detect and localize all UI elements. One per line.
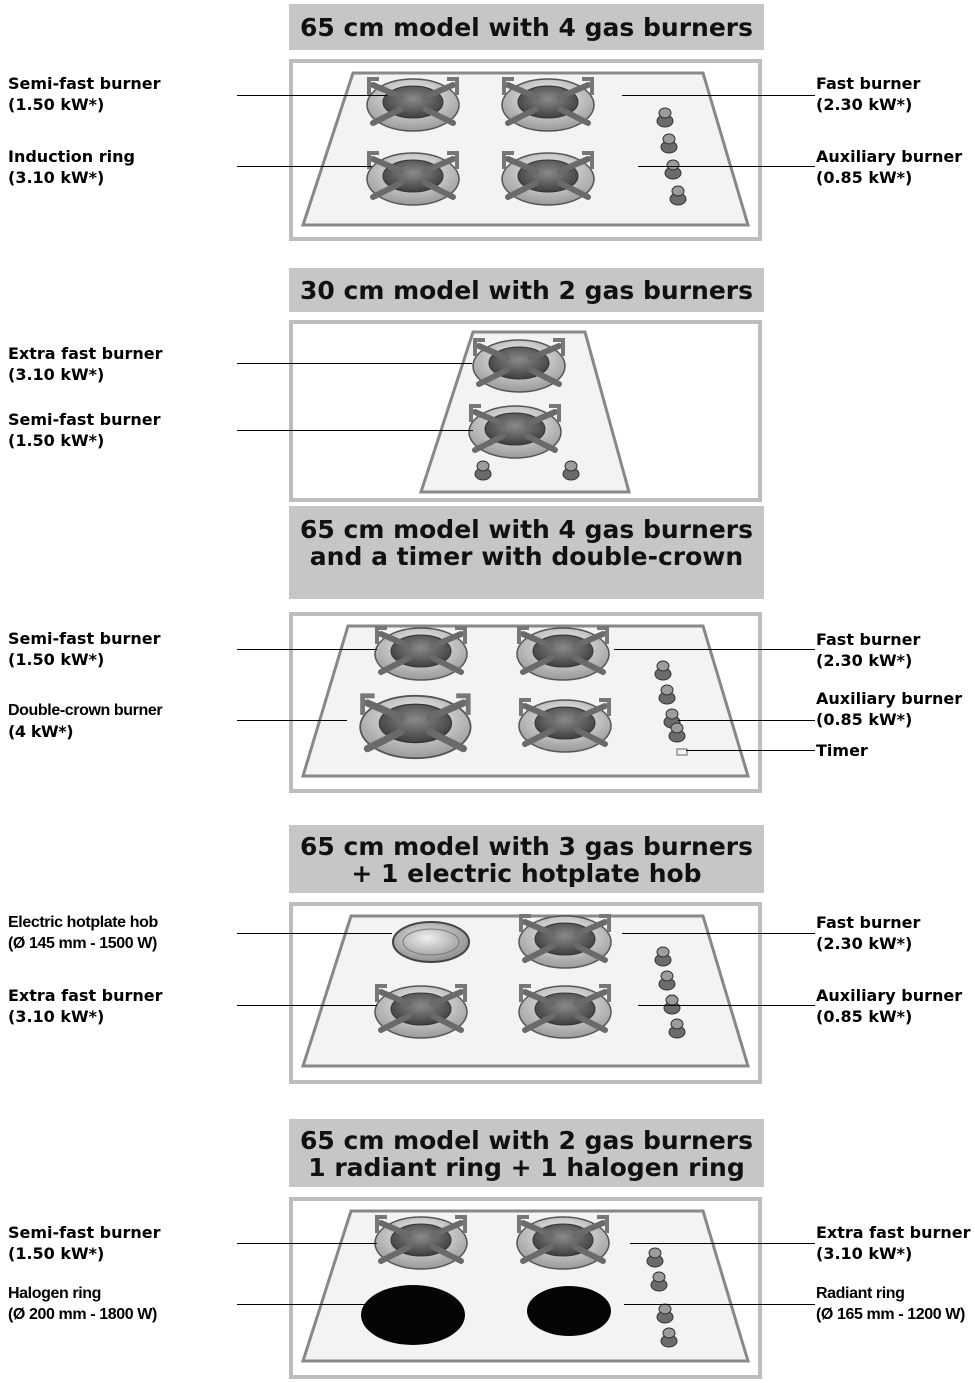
leader-line xyxy=(624,1304,815,1305)
hob-illustration xyxy=(289,320,762,502)
hob-illustration xyxy=(289,1197,762,1379)
label-auxiliary-burner: Auxiliary burner (0.85 kW*) xyxy=(816,147,963,187)
section-title: 65 cm model with 3 gas burners + 1 electric hotplate hob xyxy=(289,825,764,893)
leader-line xyxy=(237,166,372,167)
leader-line xyxy=(678,720,815,721)
section-title: 65 cm model with 4 gas burners and a timer with double-crown xyxy=(289,506,764,599)
leader-line xyxy=(630,1243,815,1244)
label-fast-burner: Fast burner (2.30 kW*) xyxy=(816,630,921,670)
leader-line xyxy=(237,95,387,96)
hob-drawing xyxy=(293,63,758,237)
hob-drawing xyxy=(293,616,758,789)
hob-drawing xyxy=(293,324,758,498)
leader-line xyxy=(638,166,815,167)
leader-line xyxy=(622,933,815,934)
leader-line xyxy=(614,649,815,650)
label-radiant-ring: Radiant ring (Ø 165 mm - 1200 W) xyxy=(816,1285,965,1323)
label-semi-fast-burner: Semi-fast burner (1.50 kW*) xyxy=(8,74,161,114)
label-double-crown-burner: Double-crown burner (4 kW*) xyxy=(8,702,163,741)
leader-line xyxy=(237,649,377,650)
label-halogen-ring: Halogen ring (Ø 200 mm - 1800 W) xyxy=(8,1285,157,1323)
label-auxiliary-burner: Auxiliary burner (0.85 kW*) xyxy=(816,689,963,729)
label-timer: Timer xyxy=(816,741,868,760)
label-semi-fast-burner: Semi-fast burner (1.50 kW*) xyxy=(8,1223,161,1263)
label-extra-fast-burner: Extra fast burner (3.10 kW*) xyxy=(8,986,163,1026)
label-auxiliary-burner: Auxiliary burner (0.85 kW*) xyxy=(816,986,963,1026)
label-semi-fast-burner: Semi-fast burner (1.50 kW*) xyxy=(8,410,161,450)
label-extra-fast-burner: Extra fast burner (3.10 kW*) xyxy=(8,344,163,384)
leader-line xyxy=(237,1243,377,1244)
section-title: 65 cm model with 2 gas burners 1 radiant ring + 1 halogen ring xyxy=(289,1119,764,1187)
leader-line xyxy=(638,1005,815,1006)
label-induction-ring: Induction ring (3.10 kW*) xyxy=(8,147,135,187)
hob-illustration xyxy=(289,902,762,1084)
label-fast-burner: Fast burner (2.30 kW*) xyxy=(816,913,921,953)
label-electric-hotplate-hob: Electric hotplate hob (Ø 145 mm - 1500 W) xyxy=(8,914,158,952)
hob-illustration xyxy=(289,612,762,793)
section-title: 65 cm model with 4 gas burners xyxy=(289,4,764,50)
leader-line xyxy=(622,95,815,96)
leader-line xyxy=(237,1005,377,1006)
hob-drawing xyxy=(293,1201,758,1375)
leader-line xyxy=(237,363,472,364)
leader-line xyxy=(237,430,473,431)
label-fast-burner: Fast burner (2.30 kW*) xyxy=(816,74,921,114)
leader-line xyxy=(686,750,815,751)
leader-line xyxy=(237,720,347,721)
leader-line xyxy=(237,1304,365,1305)
section-title: 30 cm model with 2 gas burners xyxy=(289,268,764,312)
leader-line xyxy=(237,933,392,934)
label-extra-fast-burner: Extra fast burner (3.10 kW*) xyxy=(816,1223,971,1263)
hob-illustration xyxy=(289,59,762,241)
label-semi-fast-burner: Semi-fast burner (1.50 kW*) xyxy=(8,629,161,669)
